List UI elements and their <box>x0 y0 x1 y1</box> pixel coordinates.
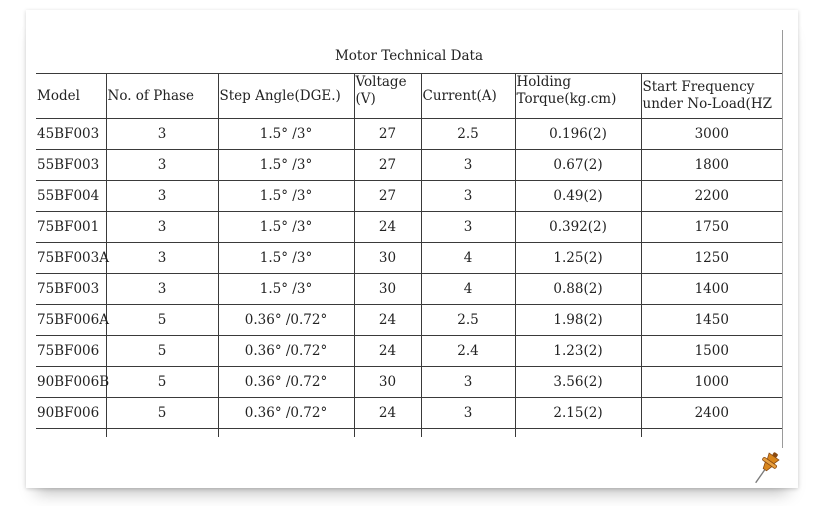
cell-step-angle: 1.5° /3° <box>218 243 354 274</box>
pushpin-icon <box>746 448 786 488</box>
cell-phase: 5 <box>106 367 218 398</box>
table-tail <box>36 429 782 438</box>
cell-start-frequency: 1500 <box>641 336 782 367</box>
cell-torque: 2.15(2) <box>515 398 641 429</box>
cell-phase: 3 <box>106 274 218 305</box>
cell-phase: 3 <box>106 181 218 212</box>
cell-model: 75BF006 <box>36 336 106 367</box>
table-row <box>36 181 782 212</box>
cell-start-frequency: 1400 <box>641 274 782 305</box>
cell-voltage: 24 <box>354 212 421 243</box>
cell-current: 4 <box>421 274 515 305</box>
cell-torque: 0.392(2) <box>515 212 641 243</box>
cell-torque: 3.56(2) <box>515 367 641 398</box>
cell-step-angle: 1.5° /3° <box>218 212 354 243</box>
cell-model: 75BF003 <box>36 274 106 305</box>
data-card <box>26 10 798 488</box>
table-row <box>36 212 782 243</box>
cell-phase: 3 <box>106 150 218 181</box>
cell-voltage: 30 <box>354 367 421 398</box>
cell-start-frequency: 3000 <box>641 119 782 150</box>
cell-current: 2.5 <box>421 119 515 150</box>
cell-start-frequency: 1250 <box>641 243 782 274</box>
header-model: Model <box>36 74 106 119</box>
cell-voltage: 30 <box>354 243 421 274</box>
cell-current: 2.4 <box>421 336 515 367</box>
cell-model: 75BF003A <box>36 243 106 274</box>
cell-start-frequency: 2400 <box>641 398 782 429</box>
cell-torque: 0.196(2) <box>515 119 641 150</box>
cell-model: 55BF004 <box>36 181 106 212</box>
cell-voltage: 27 <box>354 181 421 212</box>
cell-start-frequency: 1450 <box>641 305 782 336</box>
table-row <box>36 305 782 336</box>
cell-step-angle: 0.36° /0.72° <box>218 336 354 367</box>
cell-start-frequency: 1800 <box>641 150 782 181</box>
cell-step-angle: 0.36° /0.72° <box>218 398 354 429</box>
table-row <box>36 398 782 429</box>
cell-phase: 5 <box>106 336 218 367</box>
cell-model: 90BF006 <box>36 398 106 429</box>
cell-current: 3 <box>421 367 515 398</box>
table-body <box>36 119 782 438</box>
cell-step-angle: 1.5° /3° <box>218 150 354 181</box>
table-row <box>36 274 782 305</box>
cell-step-angle: 1.5° /3° <box>218 181 354 212</box>
table-row <box>36 119 782 150</box>
cell-start-frequency: 1000 <box>641 367 782 398</box>
cell-step-angle: 1.5° /3° <box>218 274 354 305</box>
cell-current: 3 <box>421 212 515 243</box>
table-title: Motor Technical Data <box>334 48 484 64</box>
motor-data-table <box>36 73 782 437</box>
cell-current: 3 <box>421 181 515 212</box>
cell-model: 45BF003 <box>36 119 106 150</box>
cell-torque: 1.25(2) <box>515 243 641 274</box>
cell-phase: 5 <box>106 398 218 429</box>
header-step-angle: Step Angle(DGE.) <box>218 74 354 119</box>
header-row <box>36 74 782 119</box>
cell-model: 75BF006A <box>36 305 106 336</box>
cell-torque: 0.67(2) <box>515 150 641 181</box>
header-current: Current(A) <box>421 74 515 119</box>
cell-start-frequency: 2200 <box>641 181 782 212</box>
cell-current: 2.5 <box>421 305 515 336</box>
cell-phase: 5 <box>106 305 218 336</box>
table-row <box>36 367 782 398</box>
cell-phase: 3 <box>106 243 218 274</box>
cell-voltage: 24 <box>354 305 421 336</box>
cell-current: 4 <box>421 243 515 274</box>
cell-current: 3 <box>421 150 515 181</box>
header-torque: Holding Torque(kg.cm) <box>515 74 641 119</box>
cell-model: 90BF006B <box>36 367 106 398</box>
cell-step-angle: 0.36° /0.72° <box>218 305 354 336</box>
cell-torque: 1.23(2) <box>515 336 641 367</box>
table-row <box>36 243 782 274</box>
table-frame <box>36 30 783 448</box>
cell-current: 3 <box>421 398 515 429</box>
cell-voltage: 30 <box>354 274 421 305</box>
header-voltage: Voltage (V) <box>354 74 421 119</box>
cell-model: 55BF003 <box>36 150 106 181</box>
cell-torque: 0.49(2) <box>515 181 641 212</box>
cell-start-frequency: 1750 <box>641 212 782 243</box>
cell-step-angle: 1.5° /3° <box>218 119 354 150</box>
cell-torque: 1.98(2) <box>515 305 641 336</box>
header-phase: No. of Phase <box>106 74 218 119</box>
cell-voltage: 27 <box>354 150 421 181</box>
cell-model: 75BF001 <box>36 212 106 243</box>
cell-phase: 3 <box>106 212 218 243</box>
cell-voltage: 24 <box>354 398 421 429</box>
header-start-frequency: Start Frequency under No-Load(HZ <box>641 74 782 119</box>
table-row <box>36 150 782 181</box>
cell-step-angle: 0.36° /0.72° <box>218 367 354 398</box>
cell-voltage: 27 <box>354 119 421 150</box>
table-row <box>36 336 782 367</box>
cell-phase: 3 <box>106 119 218 150</box>
cell-voltage: 24 <box>354 336 421 367</box>
cell-torque: 0.88(2) <box>515 274 641 305</box>
